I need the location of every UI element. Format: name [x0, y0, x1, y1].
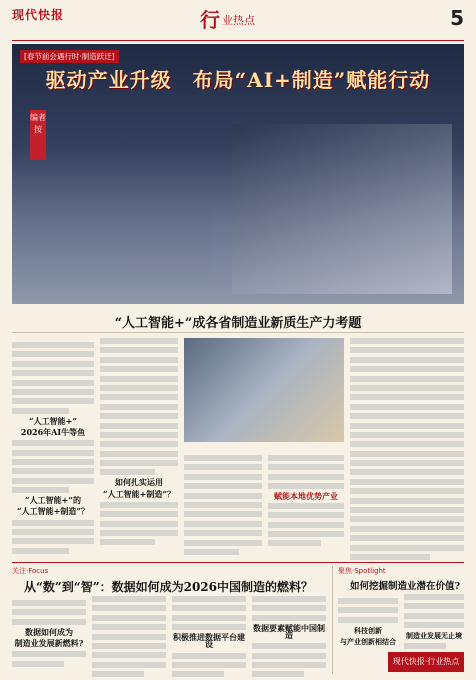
- col2-subhead-b: “人工智能+制造”？: [103, 488, 175, 499]
- main-photo-wrap: [184, 338, 344, 450]
- lower-right-subhead-1b: 与产业创新相结合: [340, 636, 396, 646]
- lower-left-subhead-2: 积极推进数据平台建设: [173, 632, 245, 650]
- lower-rule: [12, 562, 464, 563]
- lower-left-headline: 从“数”到“智”：数据如何成为2026中国制造的燃料？: [24, 580, 314, 594]
- main-col-4: [268, 455, 344, 555]
- masthead-right: [314, 6, 464, 30]
- lower-left-subhead-1: 数据如何成为: [25, 626, 73, 637]
- banner-intro: [54, 110, 446, 164]
- lower-left-col-1: [12, 596, 86, 676]
- top-rule: [12, 40, 464, 41]
- col1-subhead-1b: 2026年AI牛等鱼: [20, 426, 86, 437]
- masthead-left: [12, 6, 162, 25]
- editor-note-label: 编者按: [30, 110, 46, 160]
- banner-tag: [春节前会遇行时·制造跃迁]: [20, 50, 119, 63]
- headline-rule: [12, 332, 464, 333]
- lower-left-col-4: [252, 596, 326, 676]
- side-box-title: 赋能本地优势产业: [274, 490, 338, 501]
- col1-subhead-2: “人工智能+”的: [25, 495, 81, 506]
- main-col-1: [12, 338, 94, 556]
- lower-divider: [332, 566, 333, 674]
- page-number: 5: [450, 6, 464, 30]
- main-photo-robot-line: [184, 338, 344, 442]
- section-header: [200, 4, 320, 34]
- lower-right-col-1: [338, 594, 398, 654]
- lower-left-subhead-1b: 制造业发展新燃料?: [14, 637, 84, 648]
- feature-banner: [12, 44, 464, 304]
- banner-title: 驱动产业升级 布局“AI+制造”赋能行动: [45, 68, 431, 92]
- col1-subhead-1: “人工智能+”: [29, 415, 77, 426]
- lower-left-col-3: [172, 596, 246, 676]
- main-col-5: [350, 338, 464, 556]
- lower-right-subhead-1: 科技创新: [354, 625, 382, 635]
- lower-left-subhead-3: 数据要素赋能中国制造: [253, 622, 325, 640]
- spotlight-label: 聚焦·Spotlight: [338, 567, 386, 575]
- lower-right-subhead-2: 制造业发展无止境: [406, 631, 462, 641]
- lower-right-headline: 如何挖掘制造业潜在价值?: [350, 581, 461, 592]
- section-name: 业热点: [222, 14, 255, 27]
- section-char: 行: [200, 8, 220, 32]
- main-col-2: [100, 338, 178, 556]
- banner-photo-floor: [12, 194, 212, 294]
- focus-label: 关注·Focus: [12, 567, 49, 575]
- footer-badge: 现代快报·行业热点: [388, 652, 464, 672]
- newspaper-logo: 现代快报: [12, 8, 65, 22]
- lower-right-col-2: [404, 594, 464, 654]
- col1-subhead-2b: “人工智能+制造”？: [17, 506, 89, 517]
- main-headline: “人工智能+”成各省制造业新质生产力考题: [114, 316, 362, 331]
- main-col-3: [184, 455, 262, 555]
- lower-left-col-2: [92, 596, 166, 676]
- col2-subhead: 如何扎实运用: [115, 477, 163, 488]
